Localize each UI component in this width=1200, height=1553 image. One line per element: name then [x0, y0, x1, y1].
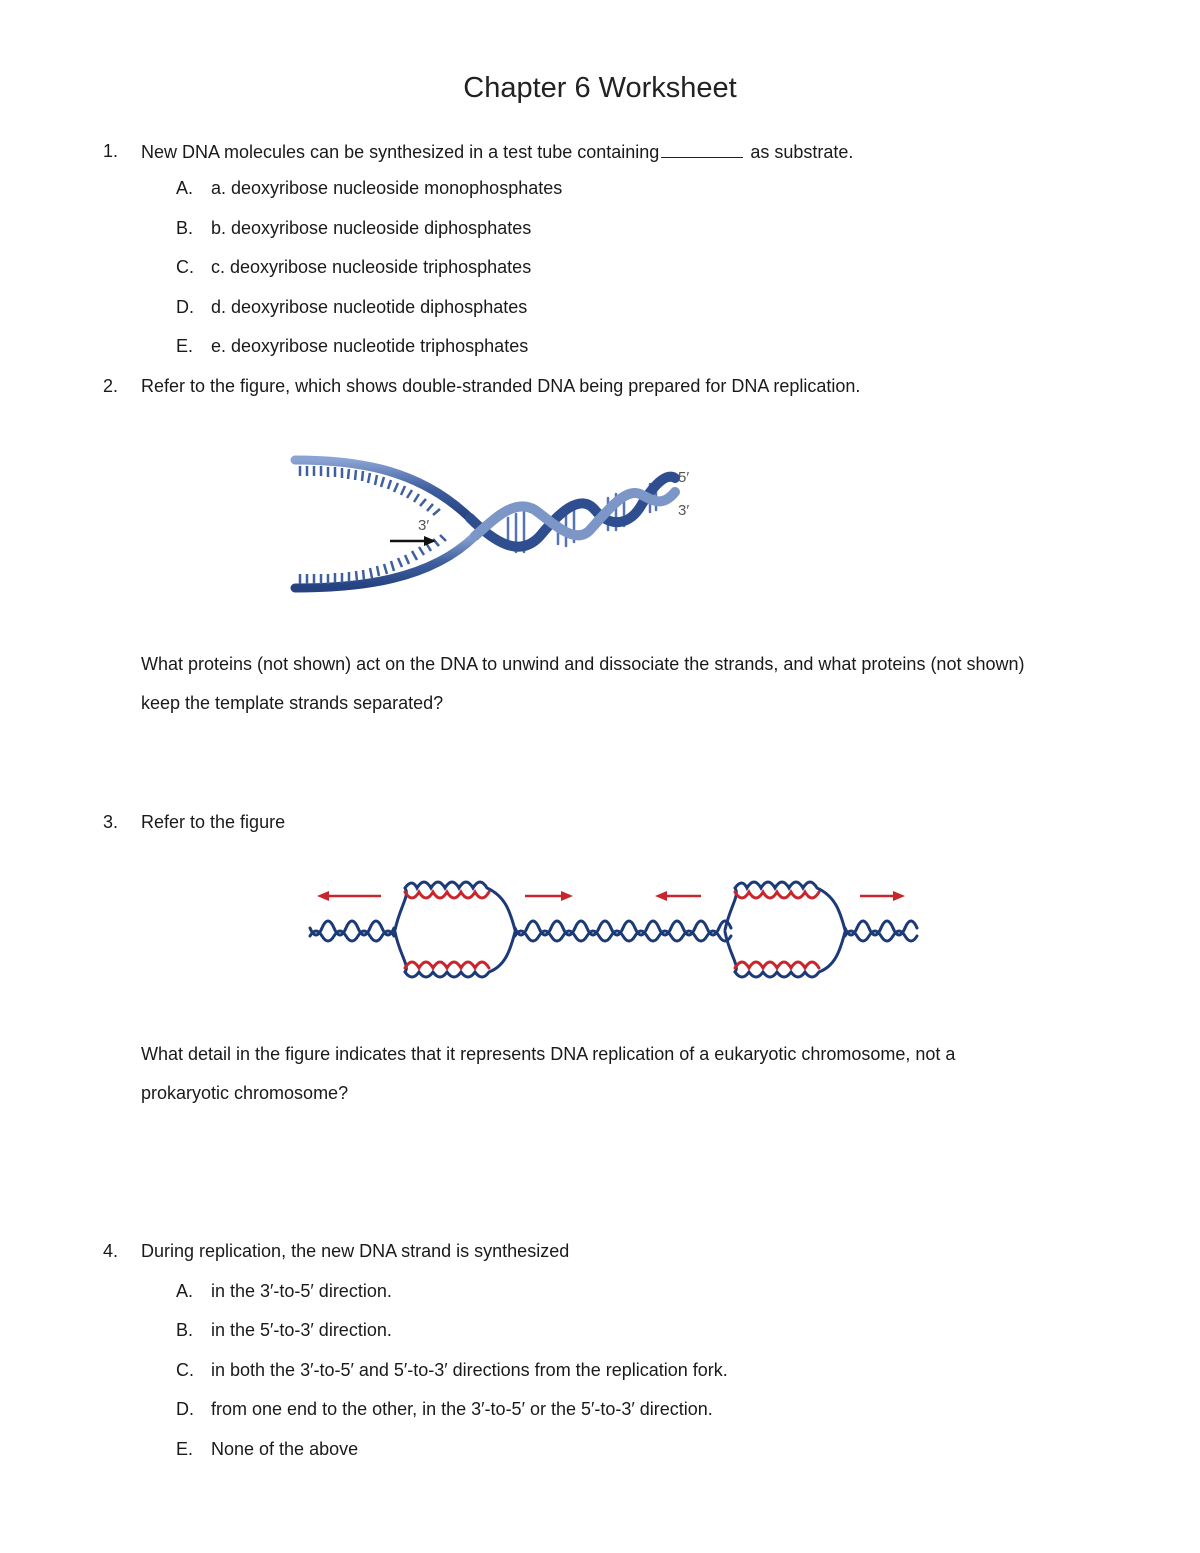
upper-strand-base-ticks — [300, 466, 440, 515]
option-text: from one end to the other, in the 3′-to-5′ or the 5′-to-3′ direction. — [211, 1399, 713, 1419]
option-text: in both the 3′-to-5′ and 5′-to-3′ directions from the replication fork. — [211, 1360, 728, 1380]
double-helix — [470, 477, 675, 552]
option-letter: A. — [176, 1281, 194, 1301]
option-letter: E. — [176, 1439, 194, 1459]
dna-strands — [310, 882, 917, 977]
option-letter: B. — [176, 1320, 194, 1340]
option-letter: D. — [176, 297, 194, 317]
option-text: d. deoxyribose nucleotide diphosphates — [211, 297, 528, 317]
option-letter: C. — [176, 257, 194, 277]
followup-question-line-2: prokaryotic chromosome? — [141, 1083, 349, 1103]
question-text: Refer to the figure, which shows double-stranded DNA being prepared for DNA replication. — [141, 376, 861, 396]
option-text: in the 5′-to-3′ direction. — [211, 1320, 392, 1340]
option-letter: E. — [176, 336, 194, 356]
label-5-prime: 5′ — [678, 469, 690, 486]
option-text: c. deoxyribose nucleoside triphosphates — [211, 257, 532, 277]
option-letter: D. — [176, 1399, 194, 1419]
option-letter: C. — [176, 1360, 194, 1380]
label-3-prime-right: 3′ — [678, 502, 690, 519]
option-text: a. deoxyribose nucleoside monophosphates — [211, 178, 563, 198]
question-number: 2. — [103, 376, 119, 396]
followup-question-line-1: What detail in the figure indicates that it represents DNA replication of a eukaryotic chromosome, not a — [141, 1044, 956, 1064]
option-text: e. deoxyribose nucleotide triphosphates — [211, 336, 529, 356]
page-title: Chapter 6 Worksheet — [463, 72, 737, 104]
question-number: 4. — [103, 1241, 119, 1261]
question-text: Refer to the figure — [141, 812, 286, 832]
option-letter: B. — [176, 218, 194, 238]
question-number: 1. — [103, 141, 119, 161]
dna-replication-fork-figure — [290, 448, 710, 598]
option-text: in the 3′-to-5′ direction. — [211, 1281, 392, 1301]
followup-question-line-2: keep the template strands separated? — [141, 693, 444, 713]
arrow-icon — [390, 536, 436, 546]
question-text-after: as substrate. — [750, 142, 854, 162]
label-3-prime-left: 3′ — [418, 517, 430, 534]
question-text: During replication, the new DNA strand is synthesized — [141, 1241, 570, 1261]
option-letter: A. — [176, 178, 194, 198]
answer-blank[interactable] — [661, 139, 743, 158]
replication-bubbles-figure — [305, 866, 925, 1006]
followup-question-line-1: What proteins (not shown) act on the DNA to unwind and dissociate the strands, and what proteins (not shown) — [141, 654, 1025, 674]
question-text — [141, 139, 853, 164]
option-text: None of the above — [211, 1439, 359, 1459]
option-text: b. deoxyribose nucleoside diphosphates — [211, 218, 532, 238]
question-text-before: New DNA molecules can be synthesized in a test tube containing — [141, 142, 660, 162]
question-number: 3. — [103, 812, 119, 832]
